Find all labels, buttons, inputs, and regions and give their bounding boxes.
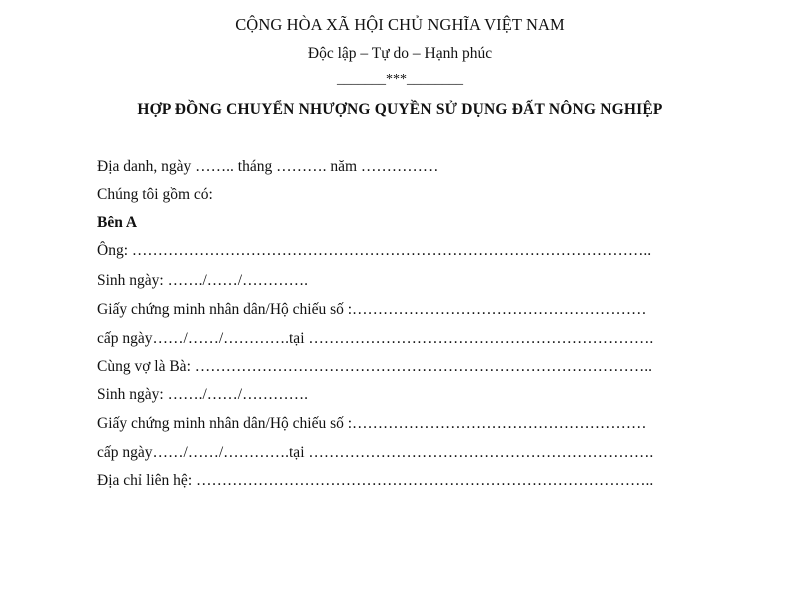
document-title: HỢP ĐỒNG CHUYỂN NHƯỢNG QUYỀN SỬ DỤNG ĐẤT NÔNG NGHIỆP <box>137 101 663 118</box>
wife-birth-date-field: Sinh ngày: ……./……/…………. <box>97 386 308 403</box>
parties-intro: Chúng tôi gồm có: <box>97 186 213 203</box>
party-a-heading: Bên A <box>97 214 138 231</box>
wife-name-field: Cùng vợ là Bà: …………………………………………………………………………….. <box>97 358 652 375</box>
wife-issue-date-place-field: cấp ngày……/……/………….tại …………………………………………………………. <box>97 444 654 461</box>
mr-name-field: Ông: ……………………………………………………………………………………….. <box>97 242 652 259</box>
issue-date-place-field: cấp ngày……/……/………….tại …………………………………………………………. <box>97 330 654 347</box>
separator-line: _______***________ <box>337 72 463 87</box>
place-date-line: Địa danh, ngày …….. tháng ………. năm …………… <box>97 158 439 175</box>
contact-address-field: Địa chỉ liên hệ: …………………………………………………………………………….. <box>97 472 654 489</box>
id-number-field: Giấy chứng minh nhân dân/Hộ chiếu số :………………………………………………… <box>97 301 647 318</box>
birth-date-field: Sinh ngày: ……./……/…………. <box>97 272 308 289</box>
country-heading: CỘNG HÒA XÃ HỘI CHỦ NGHĨA VIỆT NAM <box>235 15 565 34</box>
motto-line: Độc lập – Tự do – Hạnh phúc <box>307 45 493 62</box>
wife-id-number-field: Giấy chứng minh nhân dân/Hộ chiếu số :………………………………………………… <box>97 415 647 432</box>
